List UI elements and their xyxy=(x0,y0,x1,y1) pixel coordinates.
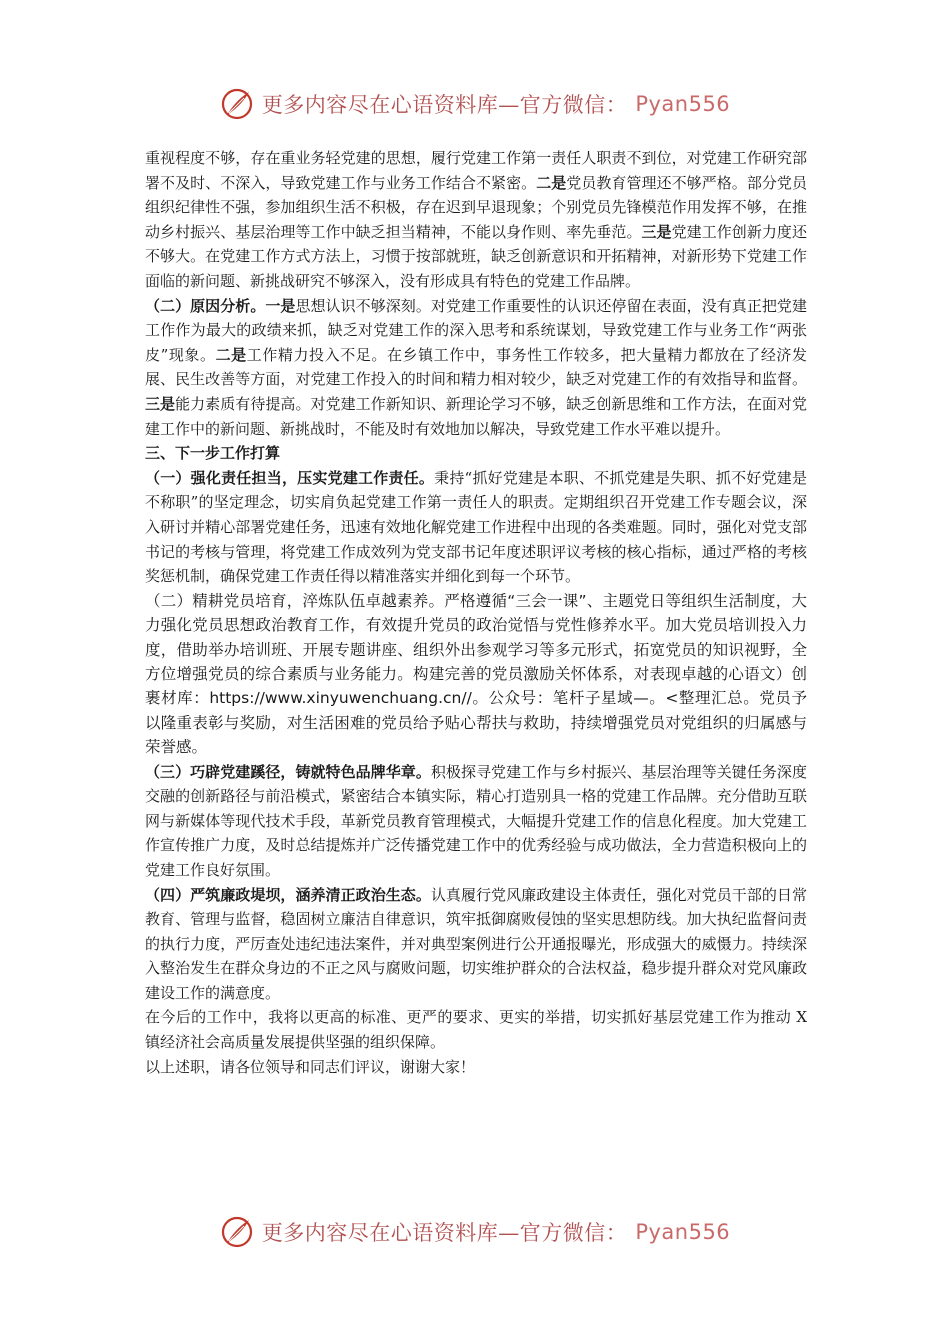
document-body xyxy=(145,146,807,1079)
paragraph-thanks: 以上述职，请各位领导和同志们评议，谢谢大家！ xyxy=(145,1057,476,1076)
footer-banner xyxy=(0,1212,950,1252)
paragraph-cause-analysis: （二）原因分析。一是思想认识不够深刻。对党建工作重要性的认识还停留在表面，没有真正把党建工作作为最大的政绩来抓，缺乏对党建工作的深入思考和系统谋划，导致党建工作与业务工作“两张皮”现象。二是工作精力投入不足。在乡镇工作中，事务性工作较多，把大量精力都放在了经济发展、民生改善等方面，对党建工作投入的时间和精力相对较少，缺乏对党建工作的有效指导和监督。三是能力素质有待提高。对党建工作新知识、新理论学习不够，缺乏创新思维和工作方法，在面对党建工作中的新问题、新挑战时，不能及时有效地加以解决，导致党建工作水平难以提升。 xyxy=(145,296,807,438)
section-heading: 三、下一步工作打算 xyxy=(145,444,281,463)
paragraph-plan-4: （四）严筑廉政堤坝，涵养清正政治生态。认真履行党风廉政建设主体责任，强化对党员干部的日常教育、管理与监督，稳固树立廉洁自律意识，筑牢抵御腐败侵蚀的坚实思想防线。加大执纪监督问责的执行力度，严厉查处违纪违法案件，并对典型案例进行公开通报曝光，形成强大的威慑力。持续深入整治发生在群众身边的不正之风与腐败问题，切实维护群众的合法权益，稳步提升群众对党风廉政建设工作的满意度。 xyxy=(145,885,807,1002)
paragraph-plan-3: （三）巧辟党建蹊径，铸就特色品牌华章。积极探寻党建工作与乡村振兴、基层治理等关键任务深度交融的创新路径与前沿模式，紧密结合本镇实际，精心打造别具一格的党建工作品牌。充分借助互联网与新媒体等现代技术手段，革新党员教育管理模式，大幅提升党建工作的信息化程度。加大党建工作宣传推广力度，及时总结提炼并广泛传播党建工作中的优秀经验与成功做法，全力营造积极向上的党建工作良好氛围。 xyxy=(145,762,807,879)
paragraph-problems: 重视程度不够，存在重业务轻党建的思想，履行党建工作第一责任人职责不到位，对党建工作研究部署不及时、不深入，导致党建工作与业务工作结合不紧密。二是党员教育管理还不够严格。部分党员组织纪律性不强，参加组织生活不积极，存在迟到早退现象；个别党员先锋模范作用发挥不够，在推动乡村振兴、基层治理等工作中缺乏担当精神，不能以身作则、率先垂范。三是党建工作创新力度还不够大。在党建工作方式方法上，习惯于按部就班，缺乏创新意识和开拓精神，对新形势下党建工作面临的新问题、新挑战研究不够深入，没有形成具有特色的党建工作品牌。 xyxy=(145,149,807,290)
paragraph-plan-2: （二）精耕党员培育，淬炼队伍卓越素养。严格遵循“三会一课”、主题党日等组织生活制度，大力强化党员思想政治教育工作，有效提升党员的政治觉悟与党性修养水平。加大党员培训投入力度，借助举办培训班、开展专题讲座、组织外出参观学习等多元形式，拓宽党员的知识视野，全方位增强党员的综合素质与业务能力。构建完善的党员激励关怀体系，对表现卓越的心语文）创裹材库：https://www.xinyuwenchuang.cn//。公众号：笔杆子星域—。<整理汇总。党员予以隆重表彰与奖励，对生活困难的党员给予贴心帮扶与救助，持续增强党员对党组织的归属感与荣誉感。 xyxy=(145,591,807,757)
quill-logo-icon xyxy=(220,87,254,121)
banner-wechat-id: Pyan556 xyxy=(635,1220,731,1244)
header-banner xyxy=(0,84,950,124)
paragraph-closing: 在今后的工作中，我将以更高的标准、更严的要求、更实的举措，切实抓好基层党建工作为推动 X 镇经济社会高质量发展提供坚强的组织保障。 xyxy=(145,1008,807,1052)
banner-wechat-id: Pyan556 xyxy=(635,92,731,116)
quill-logo-icon xyxy=(220,1215,254,1249)
paragraph-plan-1: （一）强化责任担当，压实党建工作责任。秉持“抓好党建是本职、不抓党建是失职、抓不好党建是不称职”的坚定理念，切实肩负起党建工作第一责任人的职责。定期组织召开党建工作专题会议，深入研讨并精心部署党建任务，迅速有效地化解党建工作进程中出现的各类难题。同时，强化对党支部书记的考核与管理，将党建工作成效列为党支部书记年度述职评议考核的核心指标，通过严格的考核奖惩机制，确保党建工作责任得以精准落实并细化到每一个环节。 xyxy=(145,468,807,586)
banner-text: 更多内容尽在心语资料库—官方微信： xyxy=(261,93,628,117)
banner-text: 更多内容尽在心语资料库—官方微信： xyxy=(261,1221,628,1245)
